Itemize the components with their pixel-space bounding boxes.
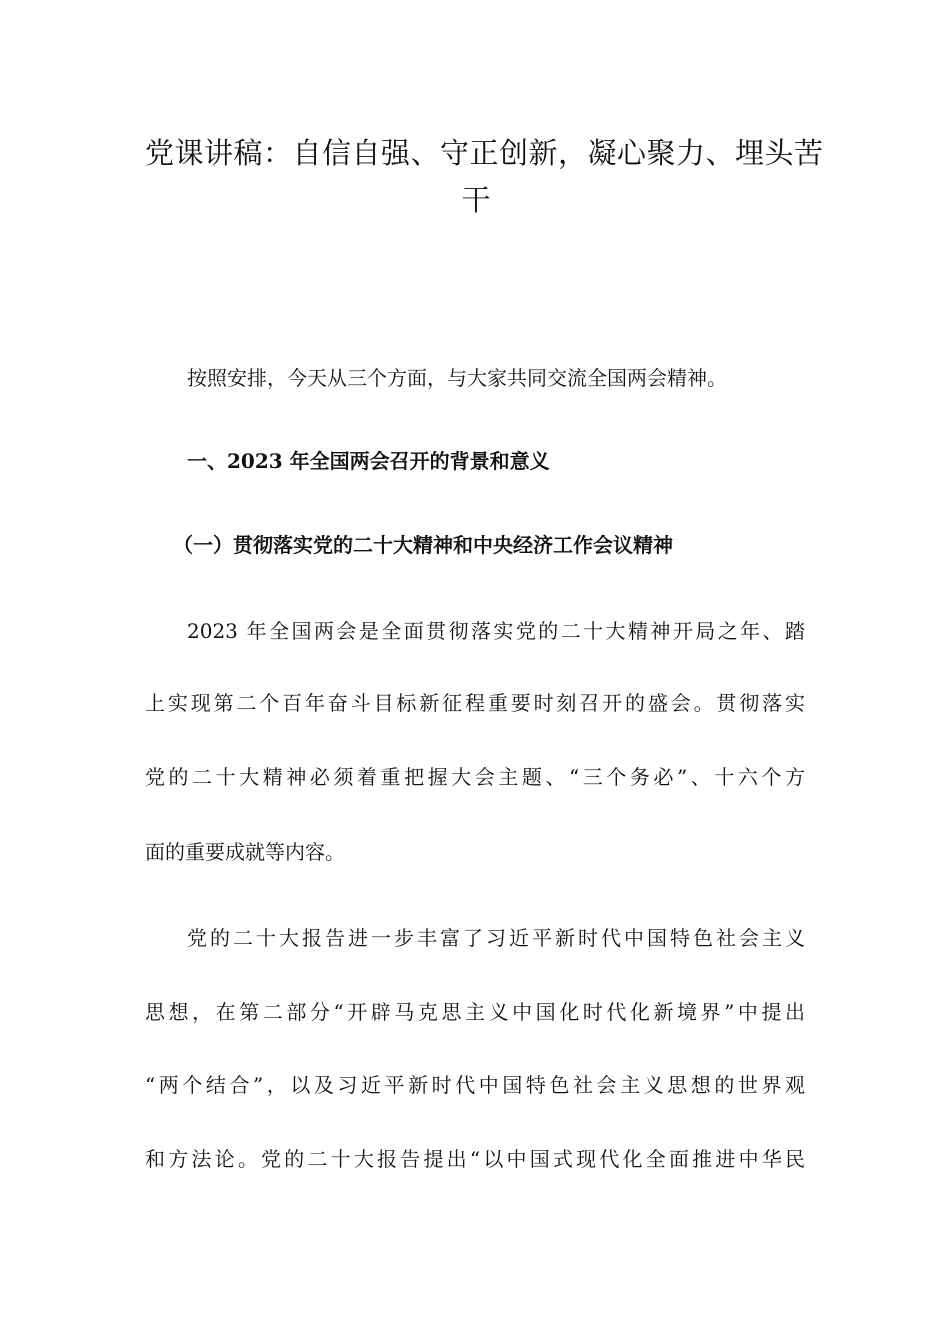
paragraph-1-line-4: 面的重要成就等内容。 xyxy=(145,840,345,864)
document-title-line-2: 干 xyxy=(461,183,491,217)
intro-paragraph: 按照安排，今天从三个方面，与大家共同交流全国两会精神。 xyxy=(187,366,727,390)
paragraph-2-line-2: 思想，在第二部分“开辟马克思主义中国化时代化新境界”中提出 xyxy=(145,1000,805,1024)
paragraph-2-line-4: 和方法论。党的二十大报告提出“以中国式现代化全面推进中华民 xyxy=(145,1147,805,1171)
paragraph-2-line-1: 党的二十大报告进一步丰富了习近平新时代中国特色社会主义 xyxy=(187,926,805,950)
paragraph-1-line-1: 2023 年全国两会是全面贯彻落实党的二十大精神开局之年、踏 xyxy=(187,619,805,643)
paragraph-2-line-3: “两个结合”，以及习近平新时代中国特色社会主义思想的世界观 xyxy=(145,1073,805,1097)
section-heading-1: 一、2023 年全国两会召开的背景和意义 xyxy=(187,449,550,473)
paragraph-1-line-2: 上实现第二个百年奋斗目标新征程重要时刻召开的盛会。贯彻落实 xyxy=(145,691,805,715)
paragraph-1-line-3: 党的二十大精神必须着重把握大会主题、“三个务必”、十六个方 xyxy=(145,765,805,789)
subsection-heading-1: （一）贯彻落实党的二十大精神和中央经济工作会议精神 xyxy=(173,533,673,557)
document-title-line-1: 党课讲稿：自信自强、守正创新，凝心聚力、埋头苦 xyxy=(145,136,824,170)
